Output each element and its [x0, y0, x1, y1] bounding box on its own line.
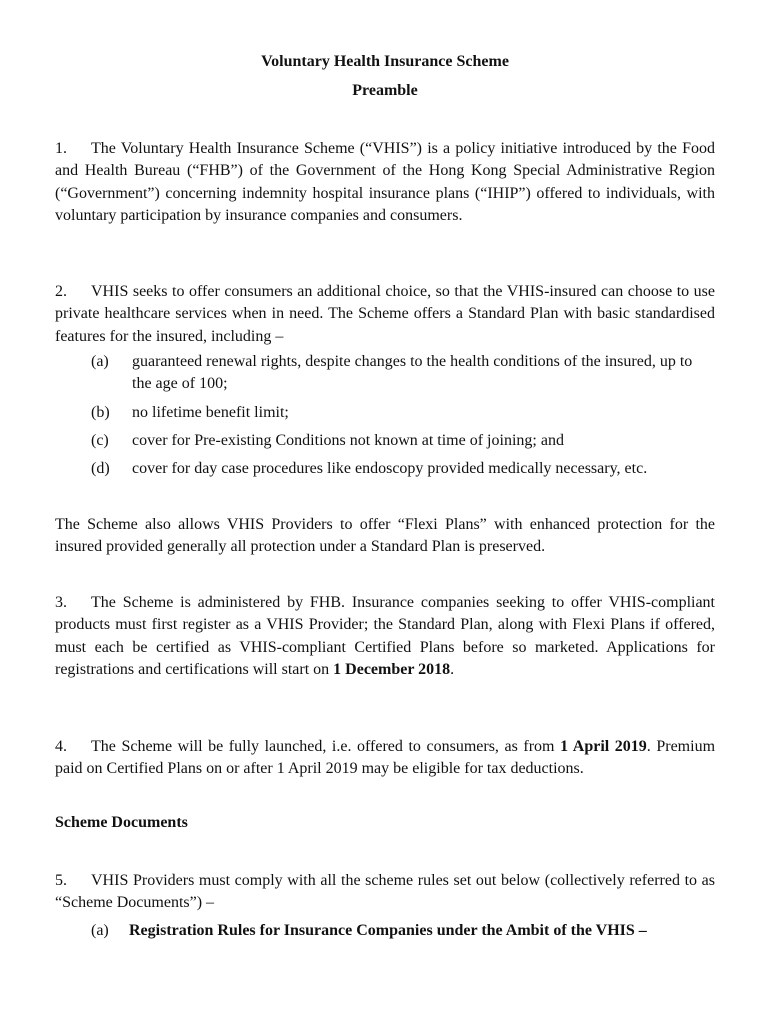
paragraph-end: .	[450, 660, 455, 678]
paragraph-text: VHIS seeks to offer consumers an additional choice, so that the VHIS-insured can choose to use private healthcare services when in need. The Scheme offers a Standard Plan with basic standardised features for the insured, including –	[55, 283, 715, 345]
registration-start-date: 1 December 2018	[333, 660, 451, 678]
list-item-label: (a)	[91, 922, 109, 939]
list-item-text: cover for Pre-existing Conditions not known at time of joining; and	[132, 432, 564, 449]
list-item	[91, 351, 715, 396]
paragraph-4	[55, 736, 715, 781]
paragraph-1	[55, 138, 715, 227]
paragraph-text: VHIS Providers must comply with all the scheme rules set out below (collectively referred to as “Scheme Documents”) –	[55, 872, 715, 912]
paragraph-text-after: . Premium paid on Certified Plans on or after 1 April 2019 may be eligible for tax deductions.	[55, 738, 716, 778]
paragraph-text: The Scheme will be fully launched, i.e. offered to consumers, as from	[91, 738, 555, 755]
list-item-label: (b)	[91, 404, 110, 421]
list-item-text: Registration Rules for Insurance Companies under the Ambit of the VHIS –	[129, 922, 647, 939]
paragraph-number: 5.	[55, 872, 67, 889]
list-item	[91, 402, 715, 424]
section-heading: Scheme Documents	[55, 814, 188, 831]
list-item	[91, 458, 715, 480]
launch-date: 1 April 2019	[560, 738, 647, 755]
list-item-label: (a)	[91, 353, 109, 370]
list-item-text: guaranteed renewal rights, despite changes to the health conditions of the insured, up to the age of 100;	[132, 353, 693, 393]
list-item	[91, 430, 715, 452]
paragraph-2	[55, 281, 715, 348]
paragraph-text: The Scheme is administered by FHB. Insurance companies seeking to offer VHIS-compliant products must first register as a VHIS Provider; the Standard Plan, along with Flexi Plans if offered, must each be certified as VHIS-compliant Certified Plans before so marketed. Applications for registrations and certifications will start on	[55, 594, 715, 678]
document-subtitle: Preamble	[352, 82, 418, 99]
list-item-label: (c)	[91, 432, 109, 449]
list-item-label: (d)	[91, 460, 110, 477]
paragraph-2-followup: The Scheme also allows VHIS Providers to offer “Flexi Plans” with enhanced protection for the insured provided generally all protection under a Standard Plan is preserved.	[55, 516, 715, 556]
paragraph-number: 3.	[55, 594, 67, 611]
list-item	[91, 920, 715, 942]
paragraph-number: 2.	[55, 283, 67, 300]
paragraph-number: 1.	[55, 140, 67, 157]
paragraph-5	[55, 870, 715, 915]
paragraph-text: The Voluntary Health Insurance Scheme (“VHIS”) is a policy initiative introduced by the Food and Health Bureau (“FHB”) of the Government of the Hong Kong Special Administrative Region (“Government”) concerning indemnity hospital insurance plans (“IHIP”) offered to individuals, with voluntary participation by insurance companies and consumers.	[55, 140, 715, 224]
paragraph-3	[55, 592, 715, 681]
document-title: Voluntary Health Insurance Scheme	[261, 53, 509, 70]
list-item-text: no lifetime benefit limit;	[132, 404, 289, 421]
list-item-text: cover for day case procedures like endoscopy provided medically necessary, etc.	[132, 460, 648, 477]
paragraph-number: 4.	[55, 738, 67, 755]
